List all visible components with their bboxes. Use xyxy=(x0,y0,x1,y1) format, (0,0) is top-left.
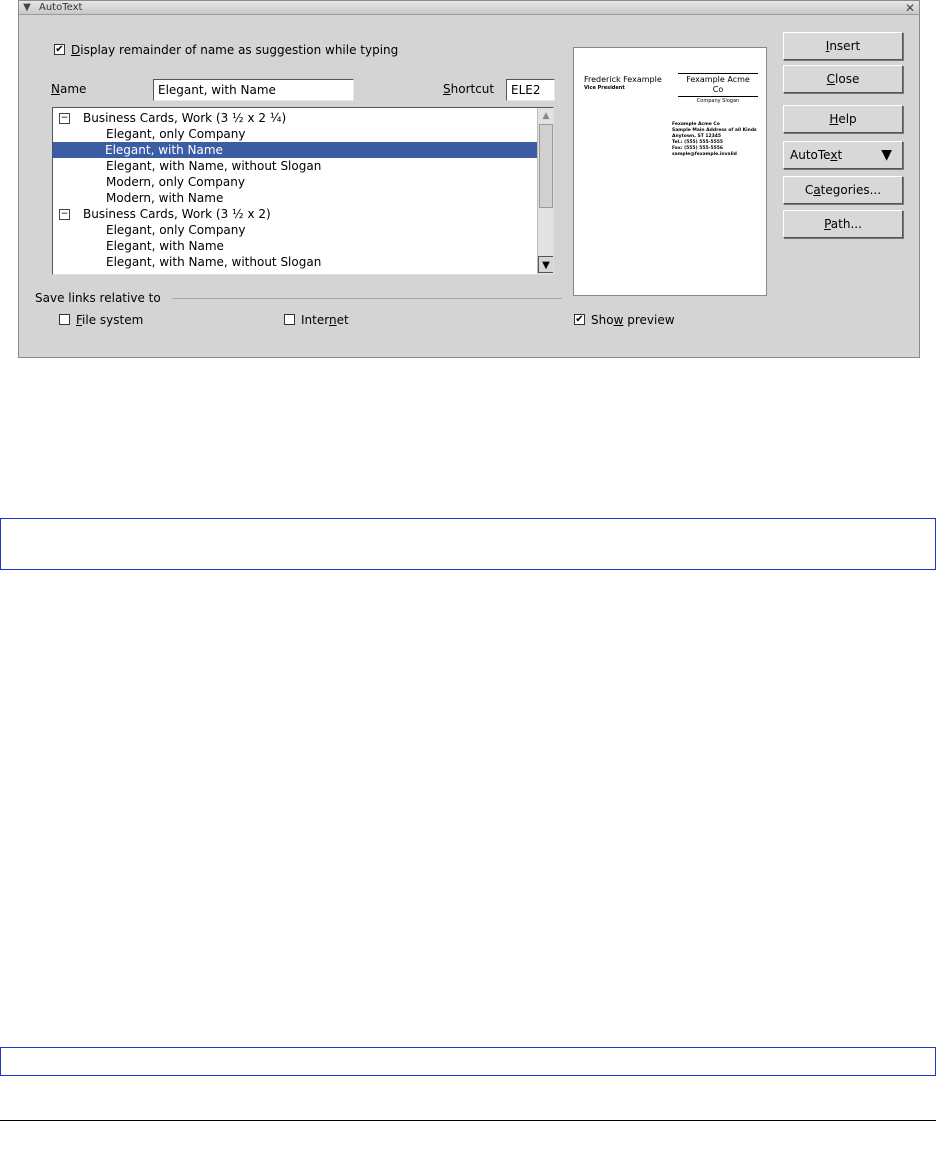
tree-category-row[interactable] xyxy=(53,206,537,222)
tree-item-row[interactable] xyxy=(53,238,537,254)
scroll-up-icon[interactable]: ▲ xyxy=(542,111,550,121)
tree-item-row[interactable] xyxy=(53,126,537,142)
close-icon[interactable]: ✕ xyxy=(904,1,916,15)
document-text-box xyxy=(0,1047,936,1076)
tree-row-label: Elegant, with Name xyxy=(105,143,223,157)
preview-address-line: Fax: (555) 555-5556 xyxy=(672,146,723,151)
internet-label[interactable]: Internet xyxy=(301,313,349,327)
shortcut-input[interactable]: ELE2 xyxy=(506,79,555,101)
preview-address-line: Anytown, ST 12345 xyxy=(672,134,722,139)
tree-scrollbar[interactable] xyxy=(537,108,554,274)
tree-row-label: Modern, only Company xyxy=(106,175,245,189)
tree-row-label: Modern, with Name xyxy=(106,191,224,205)
preview-name: Frederick Fexample xyxy=(584,75,662,84)
preview-company-line2: Co xyxy=(712,85,724,94)
tree-item-row[interactable] xyxy=(53,222,537,238)
preview-address-line: Fexample Acme Co xyxy=(672,122,720,127)
show-preview-label[interactable]: Show preview xyxy=(591,313,675,327)
name-input[interactable]: Elegant, with Name xyxy=(153,79,354,101)
help-button[interactable]: Help xyxy=(783,105,903,133)
save-links-label: Save links relative to xyxy=(35,291,161,305)
preview-address-block xyxy=(672,122,757,158)
tree-row-label: Business Cards, Work (3 ½ x 2) xyxy=(83,207,271,221)
preview-rule-bottom xyxy=(678,96,758,97)
tree-item-row[interactable] xyxy=(53,158,537,174)
tree-row-label: Elegant, with Name xyxy=(106,239,224,253)
close-button[interactable]: Close xyxy=(783,65,903,93)
display-remainder-label[interactable]: Display remainder of name as suggestion while typing xyxy=(71,43,399,57)
file-system-label[interactable]: File system xyxy=(76,313,144,327)
tree-item-row[interactable] xyxy=(53,142,537,158)
path-button[interactable]: Path... xyxy=(783,210,903,238)
scroll-thumb[interactable] xyxy=(539,124,553,208)
autotext-button-label: AutoText xyxy=(790,148,843,162)
chevron-down-icon[interactable]: ▼ xyxy=(23,2,31,13)
tree-category-row[interactable] xyxy=(53,110,537,126)
shortcut-label: Shortcut xyxy=(443,82,495,96)
autotext-tree[interactable] xyxy=(52,107,554,275)
tree-item-row[interactable] xyxy=(53,254,537,270)
show-preview-checkbox[interactable]: ✔ xyxy=(575,314,584,325)
window-title: AutoText xyxy=(39,2,83,13)
tree-row-label: Elegant, only Company xyxy=(106,127,246,141)
preview-slogan: Company Slogan xyxy=(696,98,740,104)
tree-row-label: Elegant, with Name, without Slogan xyxy=(106,159,322,173)
tree-row-label: Business Cards, Work (3 ½ x 2 ¼) xyxy=(83,111,287,125)
name-label: Name xyxy=(51,82,87,96)
tree-item-row[interactable] xyxy=(53,190,537,206)
tree-row-label: Elegant, only Company xyxy=(106,223,246,237)
insert-button[interactable]: Insert xyxy=(783,32,903,60)
autotext-menu-button[interactable] xyxy=(783,141,903,169)
categories-button[interactable]: Categories... xyxy=(783,176,903,204)
collapse-icon[interactable]: − xyxy=(60,113,69,123)
preview-address-line: sample@fexample.invalid xyxy=(672,152,737,157)
preview-address-line: Sample Main Address of all Kinds xyxy=(672,128,757,133)
file-system-checkbox[interactable] xyxy=(59,314,70,325)
display-remainder-checkbox[interactable]: ✔ xyxy=(55,44,64,55)
tree-row-label: Elegant, with Name, without Slogan xyxy=(106,255,322,269)
title-bar[interactable] xyxy=(19,1,919,15)
internet-checkbox[interactable] xyxy=(284,314,295,325)
triangle-down-icon: ▼ xyxy=(881,147,892,163)
preview-rule-top xyxy=(678,73,758,74)
document-text-box xyxy=(0,518,936,570)
scroll-down-icon[interactable]: ▼ xyxy=(538,256,554,273)
preview-pane xyxy=(573,47,767,296)
group-divider xyxy=(172,298,562,299)
preview-position: Vice President xyxy=(584,85,625,91)
autotext-dialog xyxy=(18,0,920,358)
page-divider xyxy=(0,1120,936,1121)
collapse-icon[interactable]: − xyxy=(60,209,69,219)
preview-address-line: Tel.: (555) 555-5555 xyxy=(672,140,724,145)
preview-company-line1: Fexample Acme xyxy=(686,75,750,84)
tree-item-row[interactable] xyxy=(53,174,537,190)
